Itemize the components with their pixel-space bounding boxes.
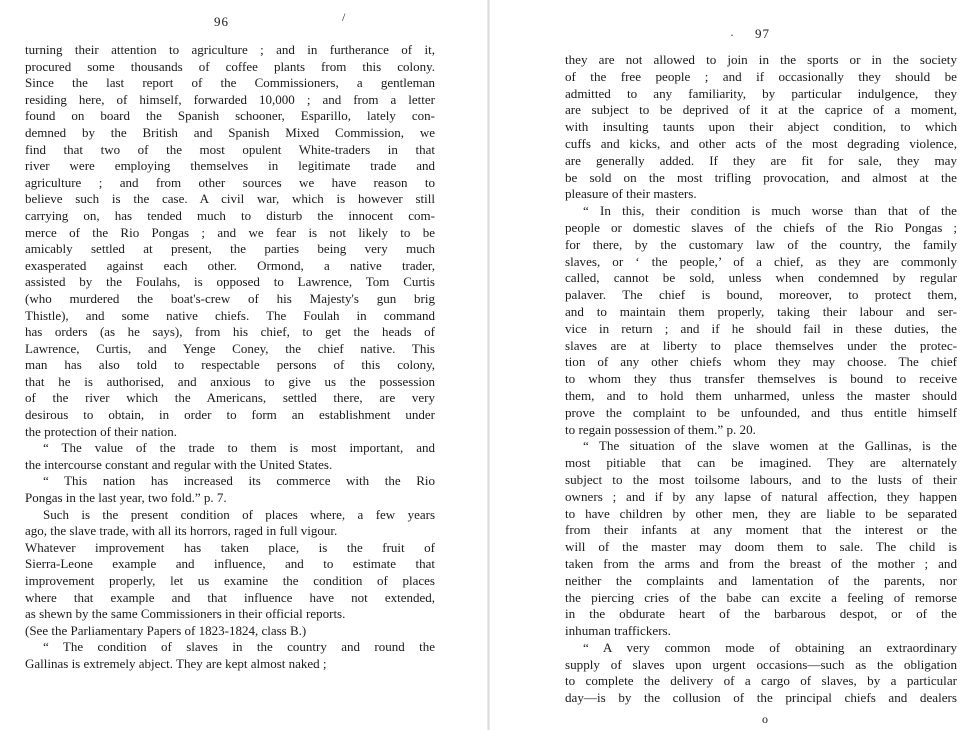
text-line: the piercing cries of the babe can excite a feeling of remorse [565,589,957,605]
text-line: of the river which the Americans, settled there, are very [25,390,435,406]
text-line: to regain possession of them.” p. 20. [565,421,756,437]
page-dot: · [730,28,734,42]
text-line: believe such is the case. A civil war, which is however still [25,191,435,207]
text-line: Pongas in the last year, two fold.” p. 7. [25,490,227,506]
text-line: river were employing themselves in legitimate trade and [25,158,435,174]
text-line: assisted by the Foulahs, is opposed to Lawrence, Tom Curtis [25,274,435,290]
text-line: Lawrence, Curtis, and Yenge Coney, the chief native. This [25,340,435,356]
text-line: to have children by other men, they are liable to be separated [565,505,957,521]
text-line: are subject to be deprived of it at the caprice of a moment, [565,102,957,118]
text-line: desirous to obtain, in order to form an establishment under [25,407,435,423]
text-line: merce of the Rio Pongas ; and we fear is not likely to be [25,224,435,240]
text-line: will of the master may doom them to sale. The child is [565,539,957,555]
text-line: demned by the British and Spanish Mixed Commission, we [25,124,435,140]
text-line: them, and to hold them unharmed, unless the master should [565,387,957,403]
text-line: are generally added. If they are fit for sale, they may [565,152,957,168]
text-line: called, cannot be sold, unless when condemned by regular [565,270,957,286]
left-page-text [25,42,435,673]
text-line: Such is the present condition of places where, a few years [43,506,435,522]
text-line: Whatever improvement has taken place, is the fruit of [25,539,435,555]
text-line: exasperated against each other. Ormond, a native trader, [25,257,435,273]
text-line: that he is authorised, and anxious to give us the possession [25,373,435,389]
text-line: Since the last report of the Commissioners, a gentleman [25,75,435,91]
text-line: taken from the arms and from the breast of the mother ; and [565,555,957,571]
text-line: slaves are at liberty to place themselves under the protec- [565,337,957,353]
text-line: ago, the slave trade, with all its horrors, raged in full vigour. [25,523,338,539]
text-line: supply of slaves upon urgent occasions—such as the obligation [565,656,957,672]
text-line: with insulting taunts upon their abject condition, to which [565,119,957,135]
text-line: for there, by the customary law of the country, the family [565,236,957,252]
text-line: “ In this, their condition is much worse than that of the [583,203,957,219]
signature-mark: o [762,712,768,726]
text-line: (who murdered the boat's-crew of his Majesty's gun brig [25,290,435,306]
text-line: neither the complaints and lamentation of the parents, nor [565,572,957,588]
text-line: subject to the most toilsome labours, and to the lusts of their [565,471,957,487]
text-line: amicably settled at present, the parties being very much [25,241,435,257]
text-line: be sold on the most trifling provocation, and almost at the [565,169,957,185]
text-line: from their infants at any moment that the interest or the [565,522,957,538]
text-line: turning their attention to agriculture ; and in furtherance of it, [25,42,435,57]
pencil-mark: / [342,10,346,24]
text-line: the intercourse constant and regular with the United States. [25,456,333,472]
text-line: of the free people ; and if occasionally they should be [565,68,957,84]
text-line: owners ; and if by any lapse of natural affection, they happen [565,488,957,504]
text-line: “ The situation of the slave women at the Gallinas, is the [583,438,957,454]
text-line: admitted to any familiarity, by particular indulgence, they [565,85,957,101]
text-line: “ The condition of slaves in the country and round the [43,639,435,655]
text-line: to complete the delivery of a cargo of slaves, by a particular [565,673,957,689]
text-line: Thistle), and some native chiefs. The Foulah in command [25,307,435,323]
text-line: pleasure of their masters. [565,186,697,202]
text-line: has orders (as he says), from his chief, to get the heads of [25,324,435,340]
right-page [490,0,980,730]
text-line: and to maintain them properly, taking their labour and ser- [565,303,957,319]
text-line: cuffs and kicks, and other acts of the most degrading violence, [565,135,957,151]
text-line: agriculture ; and from other sources we have reason to [25,174,435,190]
text-line: vice in return ; and if he should fail in these duties, the [565,320,957,336]
text-line: (See the Parliamentary Papers of 1823-1824, class B.) [25,622,307,638]
text-line: found on board the Spanish schooner, Esparillo, lately con- [25,108,435,124]
text-line: “ The value of the trade to them is most important, and [43,440,435,456]
text-line: improvement properly, let us examine the condition of places [25,573,435,588]
text-line: slaves, or ‘ the people,’ of a chief, as they are commonly [565,253,957,269]
right-page-text [565,52,957,707]
text-line: most pitiable that can be imagined. They are alternately [565,455,957,471]
text-line: “ This nation has increased its commerce with the Rio [43,473,435,489]
text-line: Gallinas is extremely abject. They are kept almost naked ; [25,655,327,671]
text-line: people or domestic slaves of the chiefs of the Rio Pongas ; [565,219,957,235]
text-line: palaver. The chief is bound, moreover, to protect them, [565,287,957,303]
text-line: the protection of their nation. [25,423,177,439]
page-number: 97 [755,26,770,41]
text-line: procured some thousands of coffee plants from this colony. [25,58,435,74]
text-line: prove the complaint to be unfounded, and thus entitle himself [565,404,957,420]
text-line: Sierra-Leone example and influence, and to estimate that [25,556,435,572]
page-number: 96 [214,14,229,29]
text-line: tion of any other chiefs whom they may choose. The chief [565,354,957,370]
text-line: man has also told to respectable persons of this colony, [25,357,435,373]
text-line: “ A very common mode of obtaining an extraordinary [583,639,957,655]
text-line: residing here, of himself, forwarded 10,000 ; and from a letter [25,91,435,107]
text-line: to whom they thus transfer themselves is bound to receive [565,371,957,387]
text-line: inhuman traffickers. [565,623,671,639]
text-line: where that example and that influence have not extended, [25,589,435,605]
text-line: carrying on, has tended much to disturb the innocent com- [25,207,435,223]
text-line: find that two of the most opulent White-traders in that [25,141,435,157]
text-line: as shewn by the same Commissioners in their official reports. [25,606,346,622]
text-line: they are not allowed to join in the sports or in the society [565,52,957,67]
text-line: in the obdurate heart of the barbarous despot, or of the [565,606,957,622]
text-line: day—is by the collusion of the principal chiefs and dealers [565,690,957,706]
